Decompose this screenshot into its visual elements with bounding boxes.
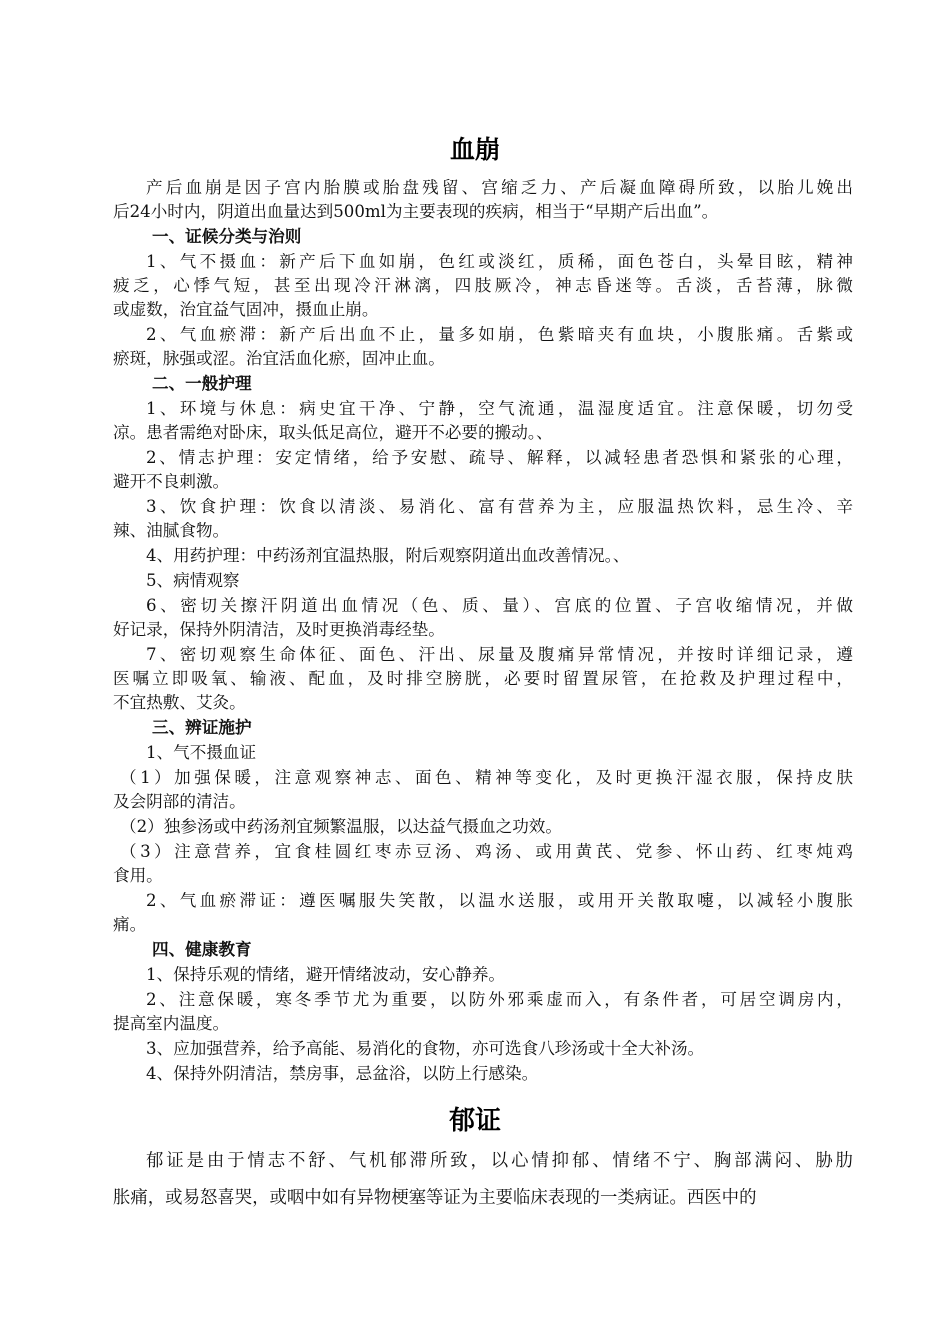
paragraph-line: 不宜热敷、艾灸。 [113, 693, 246, 712]
paragraph-line: 医嘱立即吸氧、输液、配血，及时排空膀胱，必要时留置尿管，在抢救及护理过程中， [113, 669, 853, 688]
paragraph-line: 凉。患者需绝对卧床，取头低足高位，避开不必要的搬动。、 [113, 423, 553, 442]
paragraph-line: 提高室内温度。 [113, 1014, 230, 1033]
paragraph-line: 痛。 [113, 915, 147, 934]
section-title-xuebeng: 血崩 [449, 135, 500, 164]
paragraph-line: 2、气血瘀滞：新产后出血不止，量多如崩，色紫暗夹有血块，小腹胀痛。舌紫或 [146, 325, 853, 344]
paragraph-line: 胀痛，或易怒喜哭，或咽中如有异物梗塞等证为主要临床表现的一类病证。西医中的 [113, 1188, 757, 1208]
paragraph-line: 疲乏，心悸气短，甚至出现冷汗淋漓，四肢厥冷，神志昏迷等。舌淡，舌苔薄，脉微 [113, 276, 853, 295]
heading-syndrome-classification: 一、证候分类与治则 [152, 227, 302, 246]
paragraph-line: 4、保持外阴清洁，禁房事，忌盆浴，以防上行感染。 [146, 1064, 539, 1083]
paragraph-line: 3、应加强营养，给予高能、易消化的食物，亦可选食八珍汤或十全大补汤。 [146, 1039, 705, 1058]
paragraph-line: 6、密切关擦汗阴道出血情况（色、质、量）、宫底的位置、子宫收缩情况，并做 [146, 596, 853, 615]
paragraph-line: 5、病情观察 [146, 571, 240, 590]
heading-syndrome-nursing: 三、辨证施护 [152, 718, 252, 737]
section-title-yuzheng: 郁证 [448, 1106, 501, 1136]
paragraph-line: （1）加强保暖，注意观察神志、面色、精神等变化，及时更换汗湿衣服，保持皮肤 [120, 768, 853, 787]
paragraph-line: 产后血崩是因子宫内胎膜或胎盘残留、宫缩乏力、产后凝血障碍所致，以胎儿娩出 [146, 178, 853, 197]
paragraph-line: 1、气不摄血：新产后下血如崩，色红或淡红，质稀，面色苍白，头晕目眩，精神 [146, 252, 853, 271]
paragraph-line: 及会阴部的清洁。 [113, 792, 246, 811]
paragraph-line: 好记录，保持外阴清洁，及时更换消毒经垫。 [113, 620, 445, 639]
paragraph-line: 2、情志护理：安定情绪，给予安慰、疏导、解释，以减轻患者恐惧和紧张的心理， [146, 448, 853, 467]
paragraph-line: 食用。 [113, 866, 163, 885]
paragraph-line: 瘀斑，脉强或涩。治宜活血化瘀，固冲止血。 [113, 349, 445, 368]
paragraph-line: 4、用药护理：中药汤剂宜温热服，附后观察阴道出血改善情况。、 [146, 546, 630, 565]
paragraph-line: 2、注意保暖，寒冬季节尤为重要，以防外邪乘虚而入，有条件者，可居空调房内， [146, 990, 853, 1009]
paragraph-line: 或虚数，治宜益气固冲，摄血止崩。 [113, 300, 379, 319]
paragraph-line: 2、气血瘀滞证：遵医嘱服失笑散，以温水送服，或用开关散取嚏，以减轻小腹胀 [146, 891, 853, 910]
paragraph-line: 1、环境与休息：病史宜干净、宁静，空气流通，温湿度适宜。注意保暖，切勿受 [146, 399, 853, 418]
paragraph-line: 辣、油腻食物。 [113, 521, 230, 540]
heading-general-nursing: 二、一般护理 [152, 374, 252, 393]
paragraph-line: （2）独参汤或中药汤剂宜频繁温服，以达益气摄血之功效。 [120, 817, 562, 836]
paragraph-line: （3）注意营养，宜食桂圆红枣赤豆汤、鸡汤、或用黄芪、党参、怀山药、红枣炖鸡 [120, 842, 853, 861]
paragraph-line: 7、密切观察生命体征、面色、汗出、尿量及腹痛异常情况，并按时详细记录，遵 [146, 645, 853, 664]
paragraph-line: 郁证是由于情志不舒、气机郁滞所致，以心情抑郁、情绪不宁、胸部满闷、胁肋 [146, 1151, 853, 1171]
paragraph-line: 后24小时内，阴道出血量达到500ml为主要表现的疾病，相当于“早期产后出血”。 [113, 202, 719, 221]
paragraph-line: 1、保持乐观的情绪，避开情绪波动，安心静养。 [146, 965, 506, 984]
heading-health-education: 四、健康教育 [152, 940, 252, 959]
paragraph-line: 3、饮食护理：饮食以清淡、易消化、富有营养为主，应服温热饮料，忌生冷、辛 [146, 497, 853, 516]
paragraph-line: 避开不良刺激。 [113, 472, 230, 491]
paragraph-line: 1、气不摄血证 [146, 743, 257, 762]
